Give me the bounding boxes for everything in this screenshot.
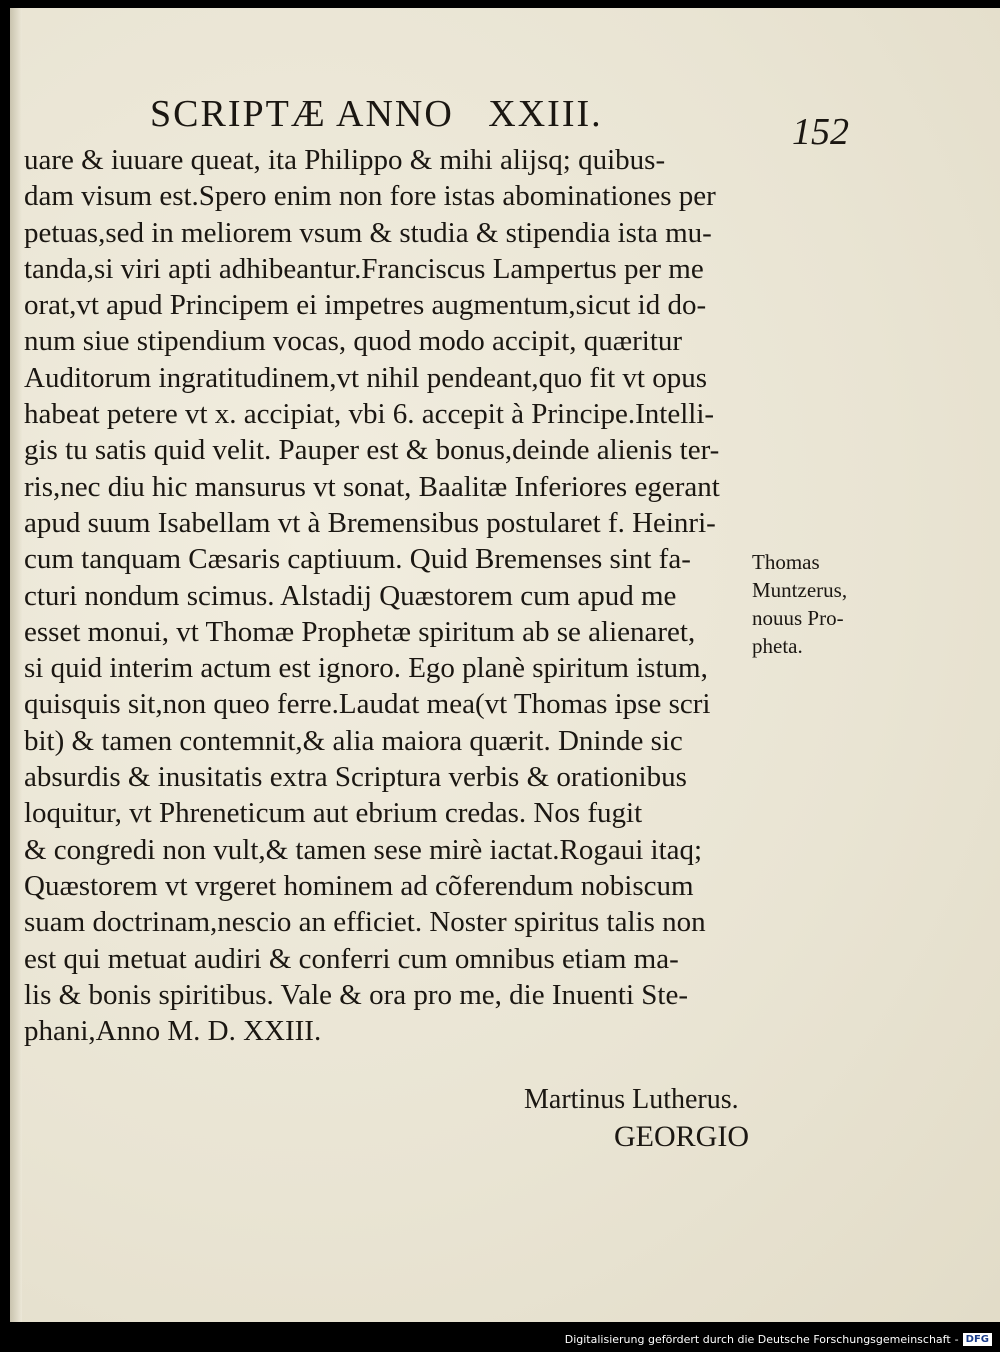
text-line: habeat petere vt x. accipiat, vbi 6. accepit à Principe.Intelli-: [24, 398, 715, 431]
text-line: si quid interim actum est ignoro. Ego planè spiritum istum,: [24, 652, 708, 685]
text-line: Quæstorem vt vrgeret hominem ad cõferendum nobiscum: [24, 869, 694, 902]
text-line: est qui metuat audiri & conferri cum omnibus etiam ma-: [24, 942, 679, 975]
text-line: lis & bonis spiritibus. Vale & ora pro me, die Inuenti Ste-: [24, 978, 688, 1011]
digitization-footer: [565, 1330, 992, 1348]
text-line: cum tanquam Cæsaris captiuum. Quid Bremenses sint fa-: [24, 543, 691, 576]
body-text: [24, 142, 774, 1049]
dfg-logo-icon: DFG: [963, 1333, 992, 1346]
marginal-note-line: Thomas: [752, 550, 820, 574]
marginal-note-line: Muntzerus,: [752, 578, 848, 602]
text-line: suam doctrinam,nescio an efficiet. Noster spiritus talis non: [24, 906, 706, 939]
marginal-note: [752, 548, 892, 660]
text-line: orat,vt apud Principem ei impetres augmentum,sicut id do-: [24, 289, 707, 322]
text-line: petuas,sed in meliorem vsum & studia & stipendia ista mu-: [24, 216, 712, 249]
text-line: loquitur, vt Phreneticum aut ebrium credas. Nos fugit: [24, 797, 643, 830]
text-line: & congredi non vult,& tamen sese mirè iactat.Rogaui itaq;: [24, 833, 703, 866]
text-line: absurdis & inusitatis extra Scriptura verbis & orationibus: [24, 761, 687, 794]
signature: Martinus Lutherus.: [524, 1084, 739, 1115]
text-line: phani,Anno M. D. XXIII.: [24, 1015, 322, 1048]
text-line: num siue stipendium vocas, quod modo accipit, quæritur: [24, 325, 683, 358]
text-line: quisquis sit,non queo ferre.Laudat mea(vt Thomas ipse scri: [24, 688, 711, 721]
text-line: gis tu satis quid velit. Pauper est & bonus,deinde alienis ter-: [24, 434, 720, 467]
footer-separator: -: [954, 1332, 959, 1346]
running-header: SCRIPTÆ ANNO XXIII.: [150, 93, 603, 135]
text-line: tanda,si viri apti adhibeantur.Franciscus Lampertus per me: [24, 252, 704, 285]
footer-credit-text: Digitalisierung gefördert durch die Deutsche Forschungsgemeinschaft: [564, 1332, 951, 1346]
book-page: [10, 8, 1000, 1322]
text-line: Auditorum ingratitudinem,vt nihil pendeant,quo fit vt opus: [24, 361, 708, 394]
text-line: bit) & tamen contemnit,& alia maiora quærit. Dninde sic: [24, 724, 683, 757]
folio-number: 152: [792, 111, 849, 153]
text-line: cturi nondum scimus. Alstadij Quæstorem cum apud me: [24, 579, 677, 612]
text-line: uare & iuuare queat, ita Philippo & mihi alijsq; quibus-: [24, 144, 666, 176]
text-line: ris,nec diu hic mansurus vt sonat, Baalitæ Inferiores egerant: [24, 470, 720, 503]
text-line: esset monui, vt Thomæ Prophetæ spiritum ab se alienaret,: [24, 615, 696, 648]
catchword: GEORGIO: [614, 1120, 749, 1153]
marginal-note-line: pheta.: [752, 634, 803, 658]
text-line: apud suum Isabellam vt à Bremensibus postularet f. Heinri-: [24, 506, 716, 539]
text-line: dam visum est.Spero enim non fore istas abominationes per: [24, 180, 716, 213]
page-gutter: [10, 8, 22, 1322]
marginal-note-line: nouus Pro-: [752, 606, 844, 630]
